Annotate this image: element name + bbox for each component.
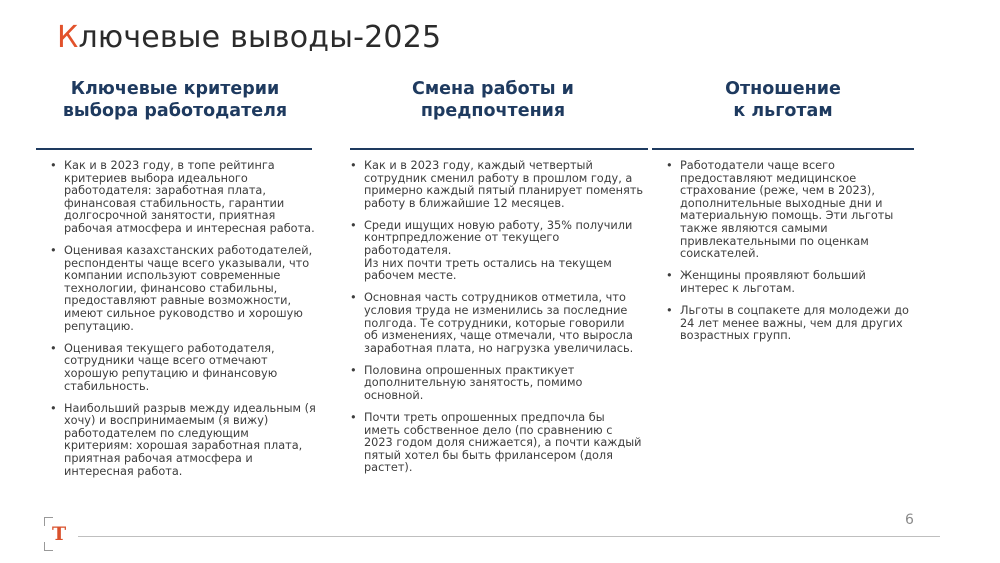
column-heading: Отношение к льготам (725, 79, 841, 121)
bullet-item: • Женщины проявляют больший интерес к льготам. (680, 270, 914, 295)
bullet-item: • Среди ищущих новую работу, 35% получили контрпредложение от текущего работодателя. Из них почти треть остались на текущем рабочем месте. (364, 220, 652, 283)
bullet-item: • Оценивая текущего работодателя, сотрудники чаще всего отмечают хорошую репутацию и финансовую стабильность. (64, 343, 318, 393)
title-accent-letter: К (57, 20, 79, 55)
bullet-item: • Как и в 2023 году, в топе рейтинга критериев выбора идеального работодателя: заработная плата, финансовая стабильность, гарантии долгосрочной занятости, приятная рабочая атмосфера и интересная работа. (64, 160, 318, 236)
bullet-item: • Как и в 2023 году, каждый четвертый сотрудник сменил работу в прошлом году, а примерно каждый пятый планирует поменять работу в ближайшие 12 месяцев. (364, 160, 652, 210)
bullet-list (364, 160, 652, 475)
bullet-item: • Половина опрошенных практикует дополнительную занятость, помимо основной. (364, 365, 652, 403)
company-logo (44, 517, 76, 551)
footer-divider (78, 536, 940, 537)
column-heading: Смена работы и предпочтения (412, 79, 574, 121)
bullet-item: • Оценивая казахстанских работодателей, респонденты чаще всего указывали, что компании используют современные технологии, финансово стабильны, предоставляют равные возможности, имеют сильное руководство и хорошую репутацию. (64, 245, 318, 333)
column-employer-criteria (32, 78, 318, 488)
page-number: 6 (905, 512, 914, 528)
bullet-list (680, 160, 914, 343)
bullet-item: • Основная часть сотрудников отметила, что условия труда не изменились за последние полгода. Те сотрудники, которые говорили об изменениях, чаще отмечали, что выросла заработная плата, но нагрузка увеличилась. (364, 292, 652, 355)
column-divider (36, 148, 312, 150)
column-heading: Ключевые критерии выбора работодателя (62, 79, 288, 121)
bullet-list (64, 160, 318, 478)
bullet-item: • Почти треть опрошенных предпочла бы иметь собственное дело (по сравнению с 2023 годом доля снижается), а почти каждый пятый хотел бы быть фрилансером (доля растет). (364, 412, 652, 475)
title-text: лючевые выводы-2025 (78, 20, 442, 55)
logo-letter: T (52, 523, 67, 545)
column-benefits (652, 78, 914, 352)
slide-title (57, 20, 441, 55)
column-job-change (334, 78, 652, 485)
column-divider (652, 148, 914, 150)
column-divider (350, 148, 648, 150)
bullet-item: • Работодатели чаще всего предоставляют медицинское страхование (реже, чем в 2023), дополнительные выходные дни и материальную помощь. Эти льготы также являются самыми привлекательными по оценкам соискателей. (680, 160, 914, 261)
bullet-item: • Наибольший разрыв между идеальным (я хочу) и воспринимаемым (я вижу) работодателем по следующим критериям: хорошая заработная плата, приятная рабочая атмосфера и интересная работа. (64, 403, 318, 479)
bullet-item: • Льготы в соцпакете для молодежи до 24 лет менее важны, чем для других возрастных групп. (680, 305, 914, 343)
